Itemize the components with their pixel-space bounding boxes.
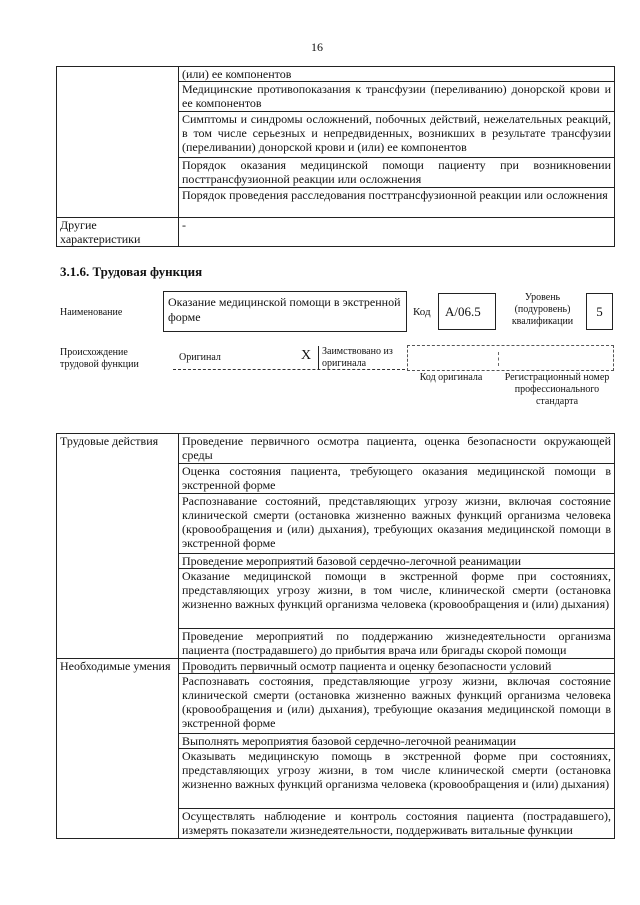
original-mark: X xyxy=(301,348,312,363)
original-label: Оригинал xyxy=(179,352,221,363)
table-row: Осуществлять наблюдение и контроль состояния пациента (пострадавшего), измерять показатели жизнедеятельности, поддерживать витальные функции xyxy=(179,809,615,839)
table-row: Выполнять мероприятия базовой сердечно-легочной реанимации xyxy=(179,734,615,749)
table-label-cell xyxy=(57,67,179,218)
code-label: Код xyxy=(413,306,431,318)
table-row: Оценка состояния пациента, требующего оказания медицинской помощи в экстренной форме xyxy=(179,464,615,494)
origin-code-box xyxy=(407,345,614,371)
other-characteristics-label: Другие характеристики xyxy=(57,218,179,247)
borrowed-label: Заимствовано из оригинала xyxy=(322,346,393,369)
table-row: Порядок оказания медицинской помощи пациенту при возникновении посттрансфузионной реакции или осложнения xyxy=(179,158,615,188)
table-row: Распознавание состояний, представляющих угрозу жизни, включая состояние клинической смерти (остановка жизненно важных функций организма человека (кровообращения и (или) дыхания), требующих оказания медицинской помощи в экстренной форме xyxy=(179,494,615,554)
table-row: Проведение первичного осмотра пациента, оценка безопасности окружающей среды xyxy=(179,434,615,464)
table-row: Проведение мероприятий базовой сердечно-легочной реанимации xyxy=(179,554,615,569)
origin-box-divider xyxy=(498,352,499,366)
level-label: Уровень (подуровень) квалификации xyxy=(511,292,574,327)
level-value: 5 xyxy=(596,304,603,319)
section-heading: 3.1.6. Трудовая функция xyxy=(60,264,203,279)
name-value: Оказание медицинской помощи в экстренной форме xyxy=(168,295,401,324)
code-original-caption: Код оригинала xyxy=(419,372,483,383)
level-value-box xyxy=(586,293,613,330)
name-value-box xyxy=(163,291,407,332)
other-characteristics-value: - xyxy=(179,218,615,247)
code-value-box xyxy=(438,293,496,330)
table-row: Порядок проведения расследования посттрансфузионной реакции или осложнения xyxy=(179,188,615,218)
labor-actions-label: Трудовые действия xyxy=(57,434,179,659)
code-value: A/06.5 xyxy=(445,304,481,319)
skills-label: Необходимые умения xyxy=(57,659,179,839)
name-label: Наименование xyxy=(60,307,123,318)
table-row: Проведение мероприятий по поддержанию жизнедеятельности организма пациента (пострадавшего) до прибытия врача или бригады скорой помощи xyxy=(179,629,615,659)
origin-label: Происхождение трудовой функции xyxy=(60,347,139,370)
registration-caption: Регистрационный номер профессионального стандарта xyxy=(504,372,610,407)
table-row: Оказывать медицинскую помощь в экстренной форме при состояниях, представляющих угрозу жизни, в том числе клинической смерти (остановка жизненно важных функций организма человека (кровообращения и (или) дыхания) xyxy=(179,749,615,809)
table-row: Симптомы и синдромы осложнений, побочных действий, нежелательных реакций, в том числе серьезных и непредвиденных, возникших в результате трансфузии (переливании) донорской крови и (или) ее компонентов xyxy=(179,112,615,158)
table-row: Распознавать состояния, представляющие угрозу жизни, включая состояние клинической смерти (остановка жизненно важных функций организма человека (кровообращения и (или) дыхания), требующие оказания медицинской помощи в экстренной форме xyxy=(179,674,615,734)
knowledge-table xyxy=(56,66,615,247)
origin-separator xyxy=(318,346,319,370)
page-number: 16 xyxy=(311,40,323,54)
table-row: Проводить первичный осмотр пациента и оценку безопасности условий xyxy=(179,659,615,674)
table-row: Медицинские противопоказания к трансфузии (переливанию) донорской крови и ее компонентов xyxy=(179,82,615,112)
table-row: Оказание медицинской помощи в экстренной форме при состояниях, представляющих угрозу жизни, в том числе, клинической смерти (остановка жизненно важных функций организма человека (кровообращения и (или) дыхания) xyxy=(179,569,615,629)
labor-functions-table xyxy=(56,433,615,839)
table-row: (или) ее компонентов xyxy=(179,67,615,82)
